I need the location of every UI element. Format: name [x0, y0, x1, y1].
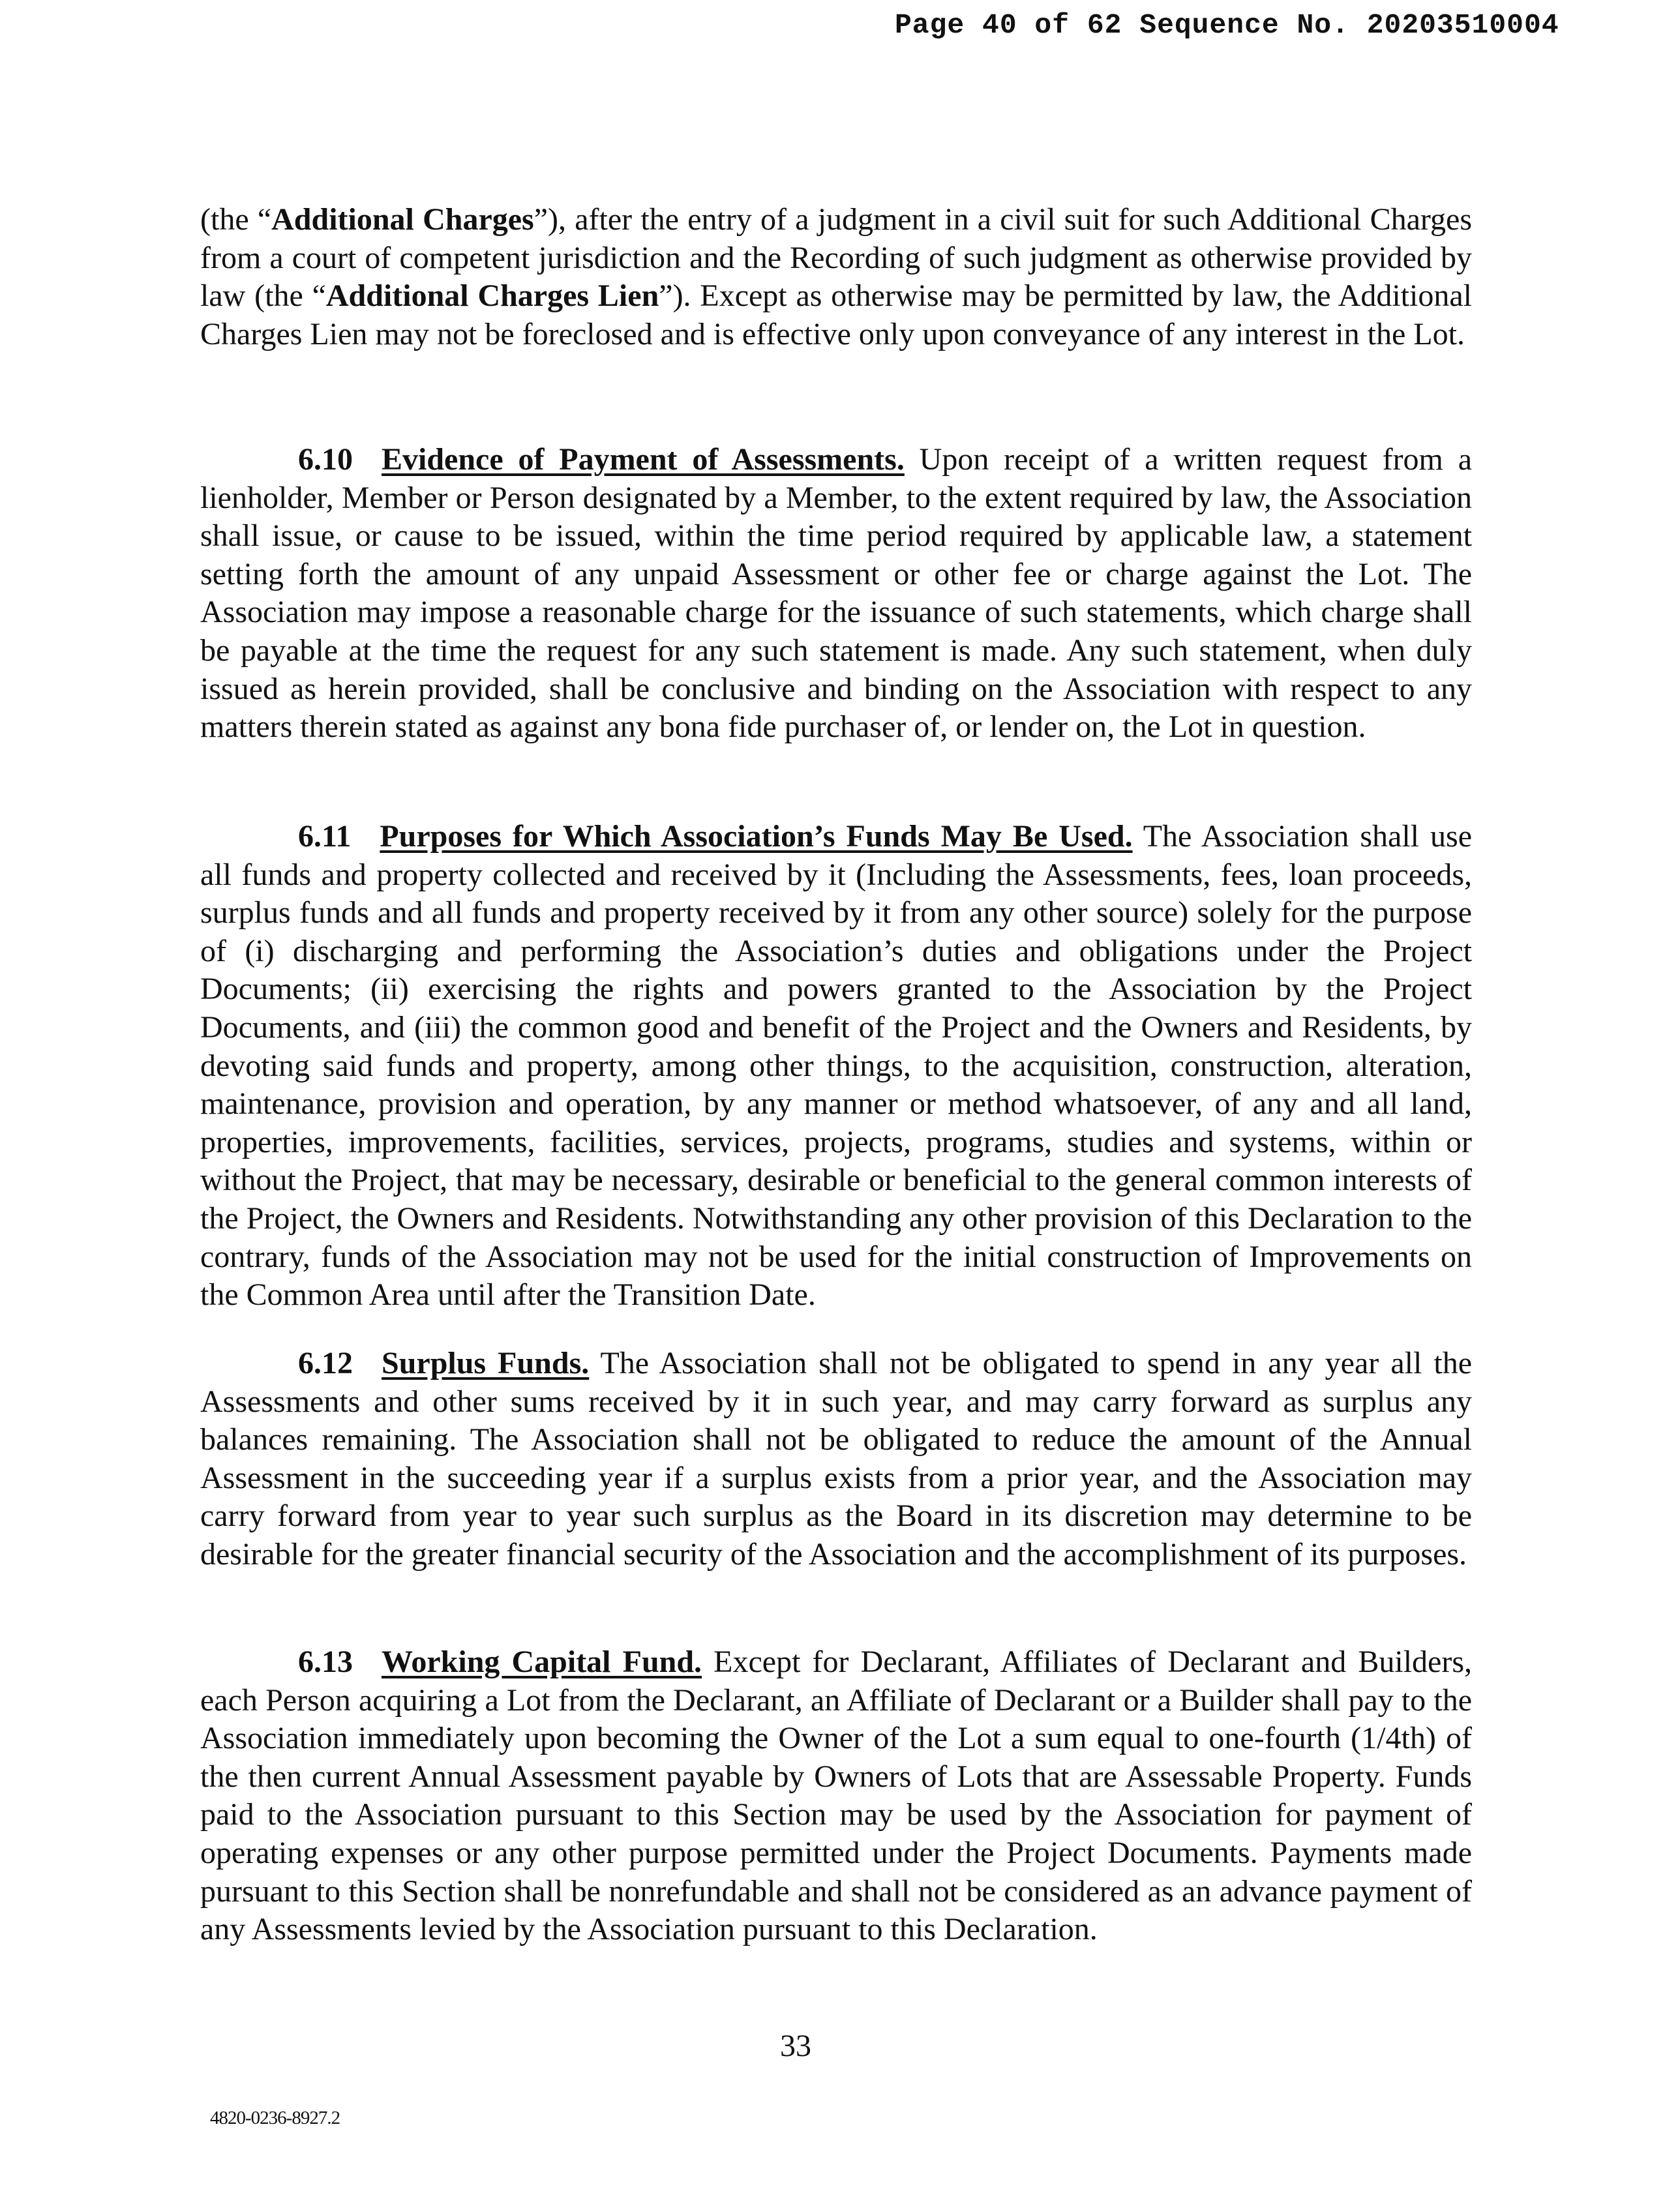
section-title: Surplus Funds.	[382, 1346, 590, 1380]
section-6-10	[200, 441, 1472, 747]
section-body: The Association shall not be obligated to spend in any year all the Assessments and other sums received by it in such year, and may carry forward as surplus any balances remaining. The Association shall not be obligated to reduce the amount of the Annual Assessment in the succeeding year if a surplus exists from a prior year, and the Association may carry forward from year to year such surplus as the Board in its discretion may determine to be desirable for the greater financial security of the Association and the accomplishment of its purposes.	[200, 1346, 1473, 1572]
intro-text: ”), after the entry of a judgment in a civil suit for such Additional Charges from a court of competent jurisdiction and the Recording of such judgment as otherwise provided by law (the “	[200, 202, 1472, 314]
defined-term-additional-charges-lien: Additional Charges Lien	[325, 278, 659, 314]
section-title: Evidence of Payment of Assessments.	[382, 442, 905, 477]
section-number: 6.13	[298, 1645, 353, 1679]
defined-term-additional-charges: Additional Charges	[271, 202, 534, 237]
intro-text: (the “	[200, 202, 272, 237]
page-sequence-header: Page 40 of 62 Sequence No. 20203510004	[895, 9, 1559, 41]
section-6-13	[200, 1643, 1472, 1949]
section-number: 6.11	[298, 819, 352, 854]
section-number: 6.12	[298, 1346, 353, 1380]
section-title: Purposes for Which Association’s Funds May Be Used.	[380, 819, 1133, 854]
document-id: 4820-0236-8927.2	[210, 2108, 340, 2128]
intro-paragraph	[200, 201, 1472, 353]
section-body: Upon receipt of a written request from a lienholder, Member or Person designated by a Member, to the extent required by law, the Association shall issue, or cause to be issued, within the time period required by applicable law, a statement setting forth the amount of any unpaid Assessment or other fee or charge against the Lot. The Association may impose a reasonable charge for the issuance of such statements, which charge shall be payable at the time the request for any such statement is made. Any such statement, when duly issued as herein provided, shall be conclusive and binding on the Association with respect to any matters therein stated as against any bona fide purchaser of, or lender on, the Lot in question.	[200, 442, 1473, 745]
section-6-11	[200, 818, 1472, 1315]
section-body: The Association shall use all funds and property collected and received by it (Including the Assessments, fees, loan proceeds, surplus funds and all funds and property received by it from any other source) solely for the purpose of (i) discharging and performing the Association’s duties and obligations under the Project Documents; (ii) exercising the rights and powers granted to the Association by the Project Documents, and (iii) the common good and benefit of the Project and the Owners and Residents, by devoting said funds and property, among other things, to the acquisition, construction, alteration, maintenance, provision and operation, by any manner or method whatsoever, of any and all land, properties, improvements, facilities, services, projects, programs, studies and systems, within or without the Project, that may be necessary, desirable or beneficial to the general common interests of the Project, the Owners and Residents. Notwithstanding any other provision of this Declaration to the contrary, funds of the Association may not be used for the initial construction of Improvements on the Common Area until after the Transition Date.	[200, 819, 1472, 1313]
page-number: 33	[780, 2029, 811, 2063]
section-6-12	[200, 1345, 1472, 1574]
section-number: 6.10	[298, 442, 353, 477]
intro-text: ”). Except as otherwise may be permitted by law, the Additional Charges Lien may not be foreclosed and is effective only upon conveyance of any interest in the Lot.	[200, 278, 1472, 351]
section-title: Working Capital Fund.	[382, 1645, 702, 1679]
section-body: Except for Declarant, Affiliates of Declarant and Builders, each Person acquiring a Lot from the Declarant, an Affiliate of Declarant or a Builder shall pay to the Association immediately upon becoming the Owner of the Lot a sum equal to one-fourth (1/4th) of the then current Annual Assessment payable by Owners of Lots that are Assessable Property. Funds paid to the Association pursuant to this Section may be used by the Association for payment of operating expenses or any other purpose permitted under the Project Documents. Payments made pursuant to this Section shall be nonrefundable and shall not be considered as an advance payment of any Assessments levied by the Association pursuant to this Declaration.	[200, 1645, 1472, 1947]
